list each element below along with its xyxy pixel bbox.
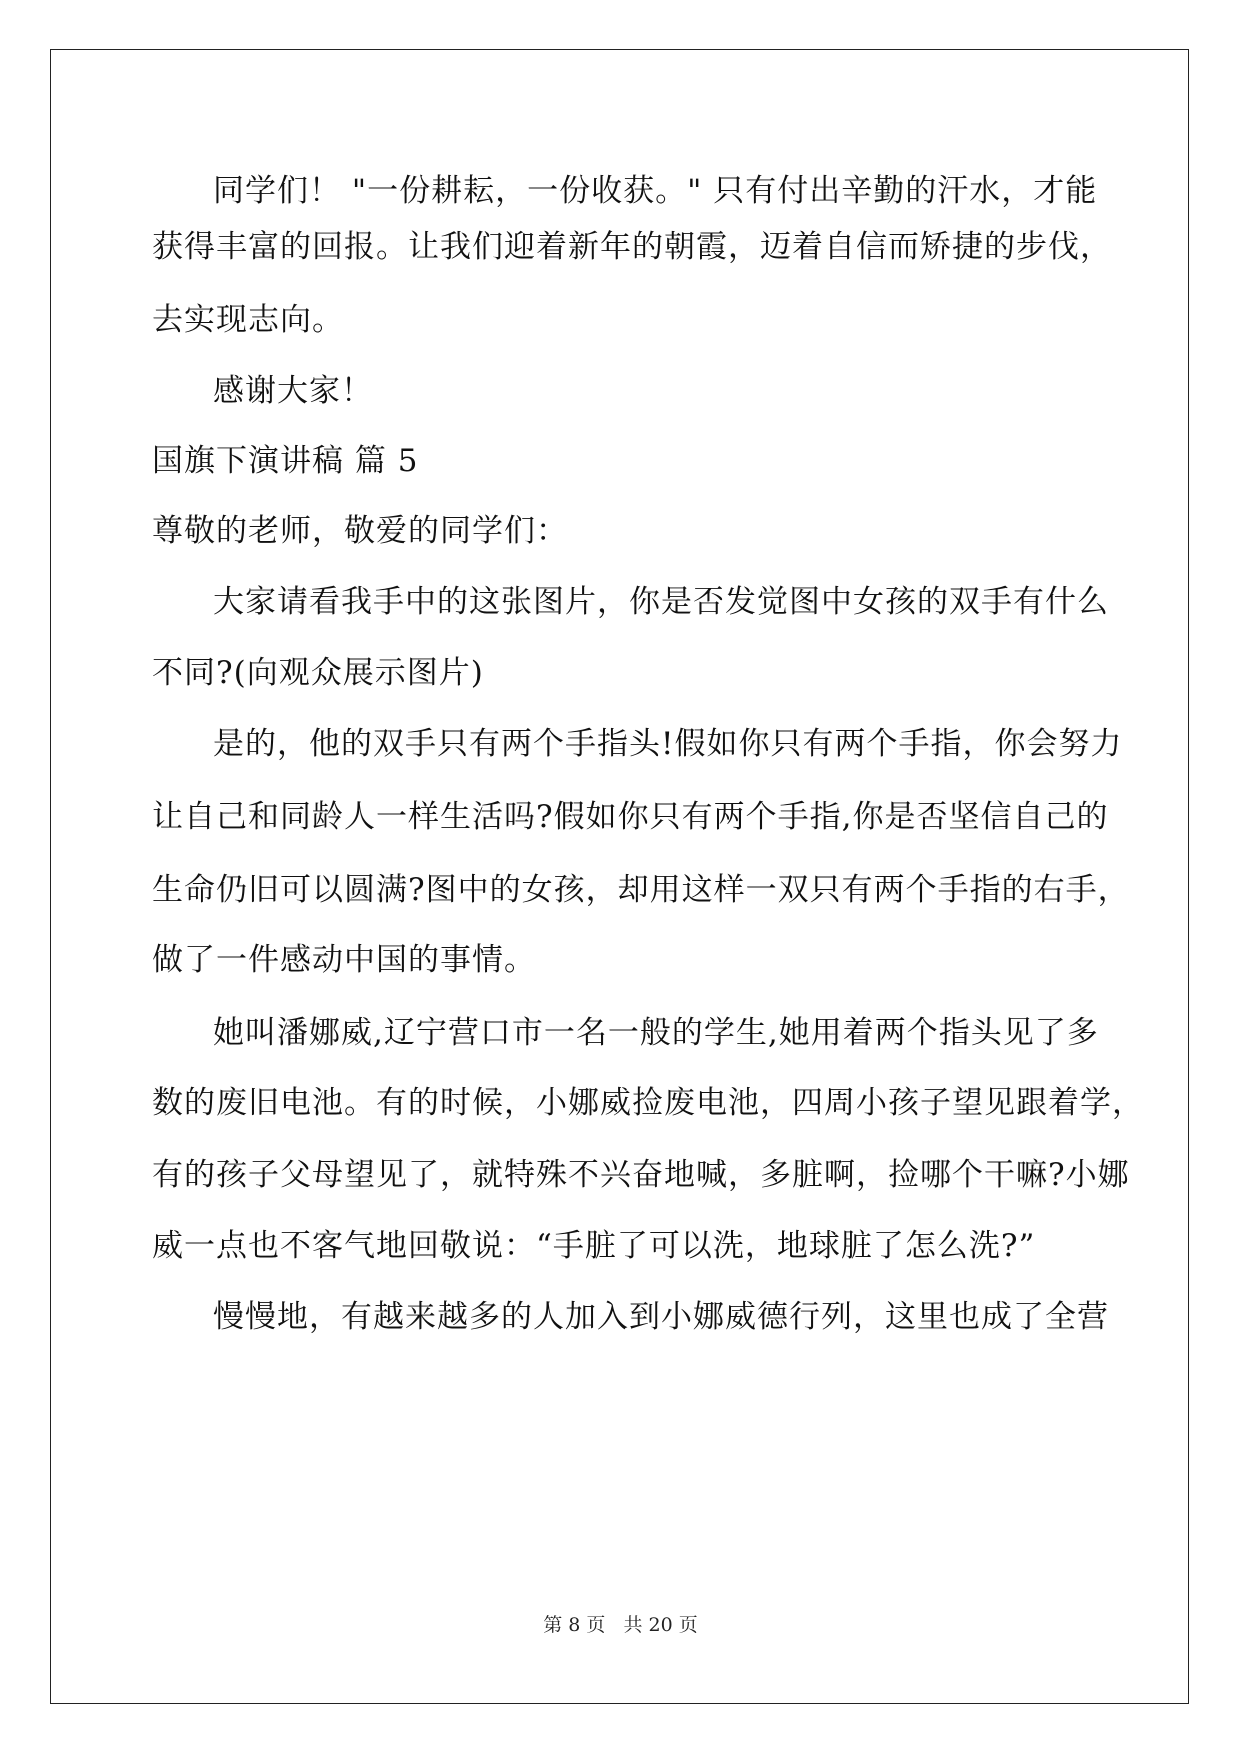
greeting: 尊敬的老师，敬爱的同学们： xyxy=(152,513,568,549)
paragraph-line: 是的，他的双手只有两个手指头!假如你只有两个手指，你会努力 xyxy=(213,726,1123,762)
page-total: 共 20 页 xyxy=(623,1614,698,1636)
paragraph-line: 有的孩子父母望见了，就特殊不兴奋地喊，多脏啊，捡哪个干嘛?小娜 xyxy=(152,1157,1130,1193)
paragraph-line: 不同?(向观众展示图片) xyxy=(152,655,484,691)
paragraph-line: 做了一件感动中国的事情。 xyxy=(152,942,536,978)
paragraph-line: 获得丰富的回报。让我们迎着新年的朝霞，迈着自信而矫捷的步伐， xyxy=(152,229,1112,265)
page-footer xyxy=(0,1610,1241,1637)
paragraph-line: 生命仍旧可以圆满?图中的女孩，却用这样一双只有两个手指的右手， xyxy=(152,872,1130,908)
paragraph-line: 让自己和同龄人一样生活吗?假如你只有两个手指,你是否坚信自己的 xyxy=(152,799,1109,835)
paragraph-line: 感谢大家！ xyxy=(213,373,373,409)
paragraph-line: 数的废旧电池。有的时候，小娜威捡废电池，四周小孩子望见跟着学， xyxy=(152,1085,1144,1121)
paragraph-line: 慢慢地，有越来越多的人加入到小娜威德行列，这里也成了全营 xyxy=(213,1299,1109,1335)
paragraph-line: 去实现志向。 xyxy=(152,302,344,338)
section-title: 国旗下演讲稿 篇 5 xyxy=(152,443,419,479)
paragraph-line: 威一点也不客气地回敬说：“手脏了可以洗，地球脏了怎么洗?” xyxy=(152,1228,1036,1264)
paragraph-line: 大家请看我手中的这张图片，你是否发觉图中女孩的双手有什么 xyxy=(213,584,1109,620)
paragraph-line: 同学们！ "一份耕耘，一份收获。" 只有付出辛勤的汗水，才能 xyxy=(213,173,1098,209)
paragraph-line: 她叫潘娜威,辽宁营口市一名一般的学生,她用着两个指头见了多 xyxy=(213,1015,1099,1051)
page-number: 第 8 页 xyxy=(543,1614,606,1636)
